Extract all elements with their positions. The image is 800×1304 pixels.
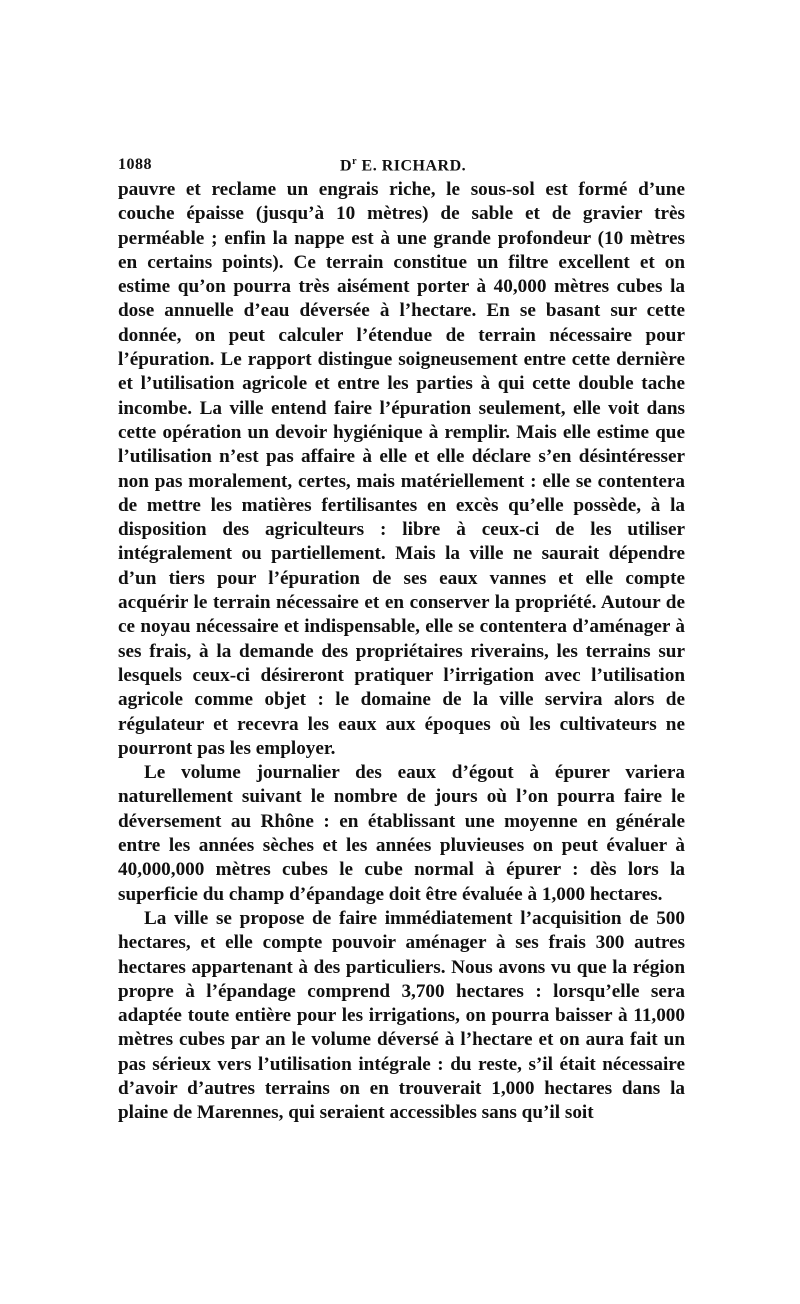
body-text [118, 178, 685, 1126]
paragraph: Le volume journalier des eaux d’égout à épurer variera naturellement suivant le nombre de jours où l’on pourra faire le déversement au Rhône : en établissant une moyenne en générale entre les années sèches et les années pluvieuses on peut évaluer à 40,000,000 mètres cubes le cube normal à épurer : dès lors la superficie du champ d’épandage doit être évaluée à 1,000 hectares. [118, 762, 685, 905]
page-number: 1088 [118, 156, 152, 173]
author-superscript: r [352, 156, 358, 167]
author-name [340, 156, 466, 175]
author-surname: E. RICHARD. [357, 157, 467, 175]
running-head [118, 150, 685, 178]
author-prefix: D [340, 157, 353, 175]
paragraph: La ville se propose de faire immédiatement l’acquisition de 500 hectares, et elle compte pouvoir aménager à ses frais 300 autres hectares appartenant à des particuliers. Nous avons vu que la région propre à l’épandage comprend 3,700 hectares : lorsqu’elle sera adaptée toute entière pour les irrigations, on pourra baisser à 11,000 mètres cubes par an le volume déversé à l’hectare et on aura fait un pas sérieux vers l’utilisation intégrale : du reste, s’il était nécessaire d’avoir d’autres terrains on en trouverait 1,000 hectares dans la plaine de Marennes, qui seraient accessibles sans qu’il soit [118, 907, 685, 1124]
paragraph-continued: pauvre et reclame un engrais riche, le sous-sol est formé d’une couche épaisse (jusqu’à 10 mètres) de sable et de gravier très perméable ; enfin la nappe est à une grande profondeur (10 mètres en certains points). Ce terrain constitue un filtre excellent et on estime qu’on pourra très aisément porter à 40,000 mètres cubes la dose annuelle d’eau déversée à l’hectare. En se basant sur cette donnée, on peut calculer l’étendue de terrain nécessaire pour l’épuration. Le rapport distingue soigneusement entre cette dernière et l’utilisation agricole et entre les parties à qui cette double tache incombe. La ville entend faire l’épuration seulement, elle voit dans cette opération un devoir hygiénique à remplir. Mais elle estime que l’utilisation n’est pas affaire à elle et elle déclare s’en désintéresser non pas moralement, certes, mais matériellement : elle se contentera de mettre les matières fertilisantes en excès qu’elle possède, à la disposition des agriculteurs : libre à ceux-ci de les utiliser intégralement ou partiellement. Mais la ville ne saurait dépendre d’un tiers pour l’épuration de ses eaux vannes et elle compte acquérir le terrain nécessaire et en conserver la propriété. Autour de ce noyau nécessaire et indispensable, elle se contentera d’aménager à ses frais, à la demande des propriétaires riverains, les terrains sur lesquels ceux-ci désireront pratiquer l’irrigation avec l’utilisation agricole comme objet : le domaine de la ville servira alors de régulateur et recevra les eaux aux époques où les cultivateurs ne pourront pas les employer. [118, 179, 685, 759]
document-page [118, 150, 685, 1126]
